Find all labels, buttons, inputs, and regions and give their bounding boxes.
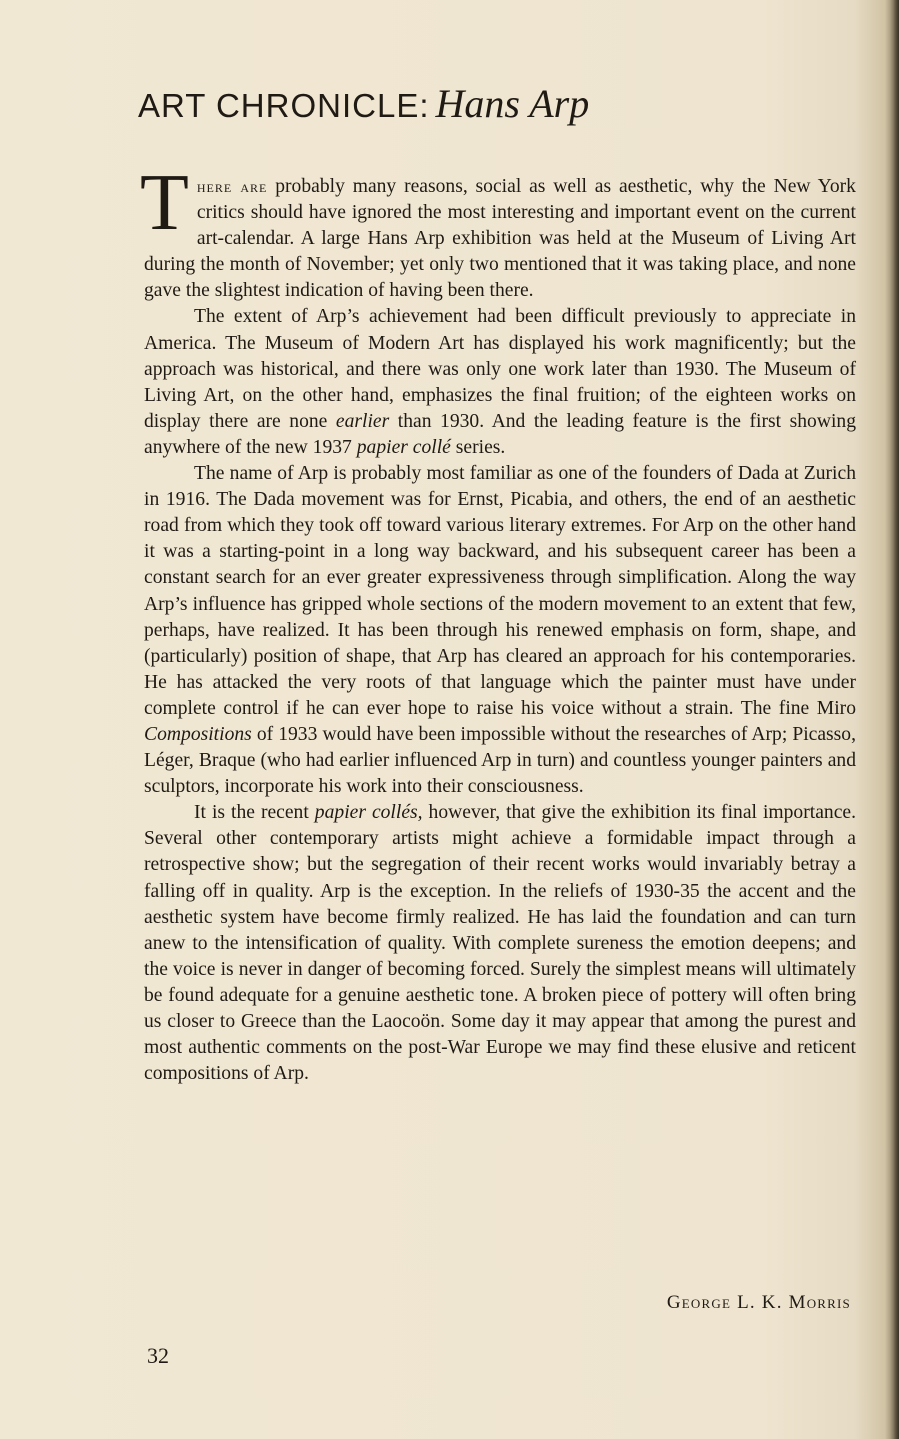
article-body [140, 159, 857, 1087]
author-signature: George L. K. Morris [666, 1292, 851, 1313]
paragraph-2-italic-1: earlier [335, 410, 390, 432]
paragraph-4 [144, 800, 856, 1087]
paragraph-2-text-a: The extent of Arp’s achievement had been difficult previously to appreciate in America. The Museum of Modern Art has displayed his work magnificently; but the approach was historical, and there was only one work later than 1930. The Museum of Living Art, on the other hand, emphasizes the final fruition; of the eighteen works on display there are none [144, 306, 856, 432]
paragraph-3-italic-1: Compositions [144, 723, 252, 745]
paragraph-3 [144, 461, 856, 800]
paragraph-1 [140, 159, 856, 304]
paragraph-4-italic-1: papier collés, [314, 802, 423, 824]
title-subject: Hans Arp [435, 81, 590, 126]
paragraph-3-text-b: of 1933 would have been impossible without the researches of Arp; Picasso, Léger, Braque (who had earlier influenced Arp in turn) and countless younger painters and sculptors, incorporate his work into their consciousness. [144, 723, 856, 798]
paragraph-4-text-b: however, that give the exhibition its final importance. Several other contemporary artists might achieve a formidable impact through a retrospective show; but the segregation of their recent works would invariably betray a falling off in quality. Arp is the exception. In the reliefs of 1930-35 the accent and the aesthetic system have become firmly realized. He has laid the foundation and can turn anew to the intensification of quality. With complete sureness the emotion deepens; and the voice is never in danger of becoming forced. Surely the simplest means will ultimately be found adequate for a genuine aesthetic tone. A broken piece of pottery will often bring us closer to Greece than the Laocoön. Some day it may appear that among the purest and most authentic comments on the post-War Europe we may find these elusive and reticent compositions of Arp. [144, 802, 856, 1085]
paragraph-1-text: probably many reasons, social as well as aesthetic, why the New York critics should have ignored the most interesting and important event on the current art-calendar. A large Hans Arp exhibition was held at the Museum of Living Art during the month of November; yet only two mentioned that it was taking place, and none gave the slightest indication of having been there. [144, 176, 856, 302]
title-main: ART CHRONICLE: [138, 87, 430, 124]
paragraph-3-text-a: The name of Arp is probably most familiar as one of the founders of Dada at Zurich in 1916. The Dada movement was for Ernst, Picabia, and others, the end of an aesthetic road from which they took off toward various literary extremes. For Arp on the other hand it was a starting-point in a long way backward, and his subsequent career has been a constant search for an ever greater expressiveness through simplification. Along the way Arp’s influence has gripped whole sections of the modern movement to an extent that few, perhaps, have realized. It has been through his renewed emphasis on form, shape, and (particularly) position of shape, that Arp has cleared an approach for his contemporaries. He has attacked the very roots of that language which the painter must have under complete control if he can ever hope to raise his voice without a strain. The fine Miro [144, 463, 856, 719]
paragraph-2-text-c: series. [450, 436, 506, 458]
page-number: 32 [147, 1343, 169, 1368]
article-title [138, 80, 589, 127]
paragraph-2-text-b: than 1930. And the leading feature is the first showing anywhere of the new 1937 [144, 410, 857, 458]
book-gutter-shadow [885, 0, 899, 1439]
drop-cap: T [140, 159, 189, 247]
lead-in-smallcaps: here are [196, 177, 268, 196]
paragraph-4-text-a: It is the recent [194, 802, 315, 824]
paragraph-2-italic-2: papier collé [356, 436, 451, 458]
paragraph-2 [144, 304, 856, 461]
